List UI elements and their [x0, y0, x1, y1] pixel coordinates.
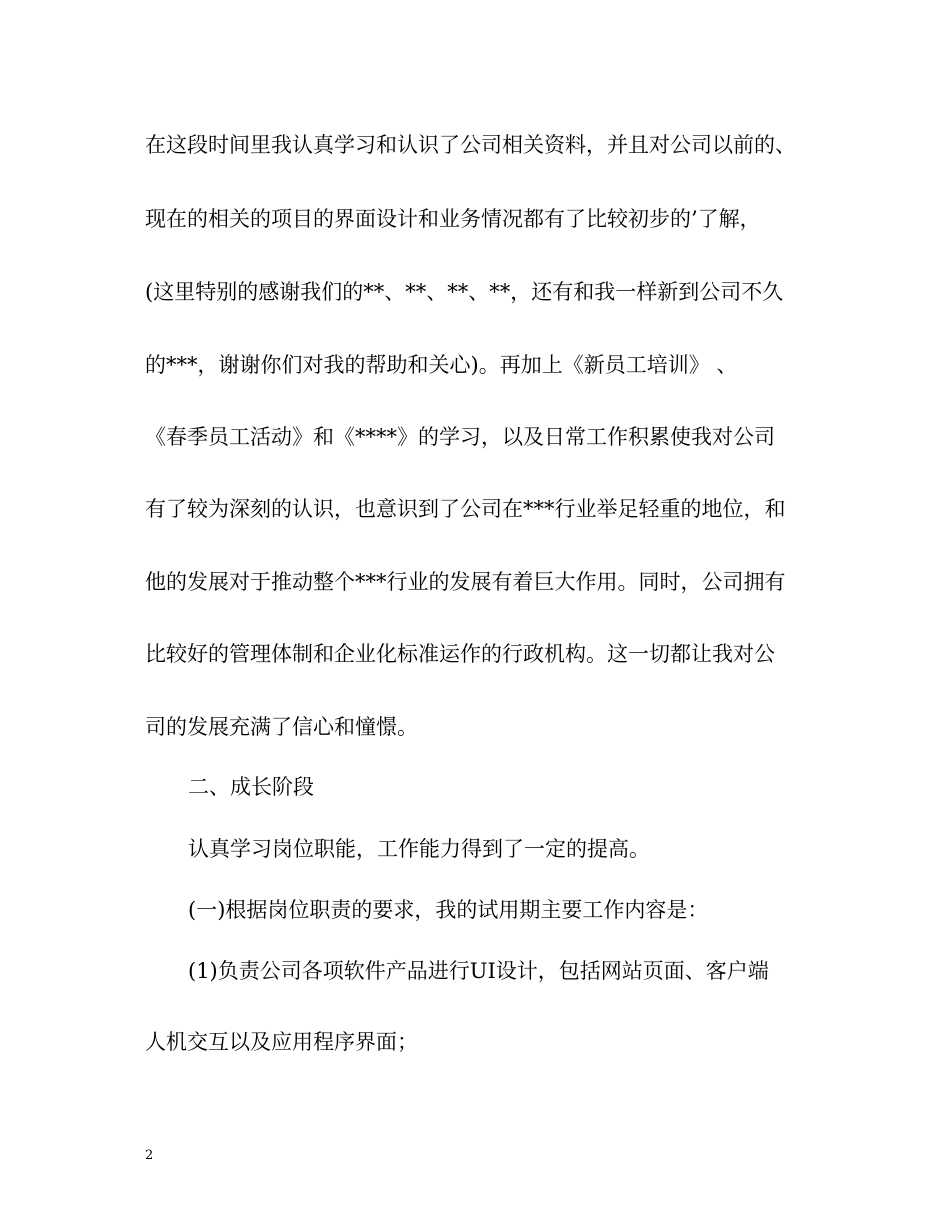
body-text-line: 在这段时间里我认真学习和认识了公司相关资料，并且对公司以前的、 — [145, 133, 796, 157]
body-text-line: 司的发展充满了信心和憧憬。 — [145, 715, 418, 739]
body-text-line: 认真学习岗位职能，工作能力得到了一定的提高。 — [188, 837, 650, 861]
body-text-line: 他的发展对于推动整个***行业的发展有着巨大作用。同时，公司拥有 — [145, 570, 786, 594]
page-number: 2 — [145, 1148, 154, 1163]
body-text-line: 《春季员工活动》和《****》的学习，以及日常工作积累使我对公司 — [145, 425, 775, 449]
body-text-line: 的***，谢谢你们对我的帮助和关心)。再加上《新员工培训》 、 — [145, 353, 738, 377]
section-heading: 二、成长阶段 — [188, 775, 314, 799]
body-text-line: (这里特别的感谢我们的**、**、**、**，还有和我一样新到公司不久 — [145, 280, 784, 304]
body-text-line: 比较好的管理体制和企业化标准运作的行政机构。这一切都让我对公 — [145, 642, 775, 666]
body-text-line: (1)负责公司各项软件产品进行UI设计，包括网站页面、客户端 — [188, 959, 769, 983]
body-text-line: (一)根据岗位职责的要求，我的试用期主要工作内容是： — [188, 898, 709, 922]
body-text-line: 有了较为深刻的认识，也意识到了公司在***行业举足轻重的地位，和 — [145, 497, 786, 521]
body-text-line: 人机交互以及应用程序界面； — [145, 1030, 418, 1054]
body-text-line: 现在的相关的项目的界面设计和业务情况都有了比较初步的’了解， — [145, 207, 761, 231]
